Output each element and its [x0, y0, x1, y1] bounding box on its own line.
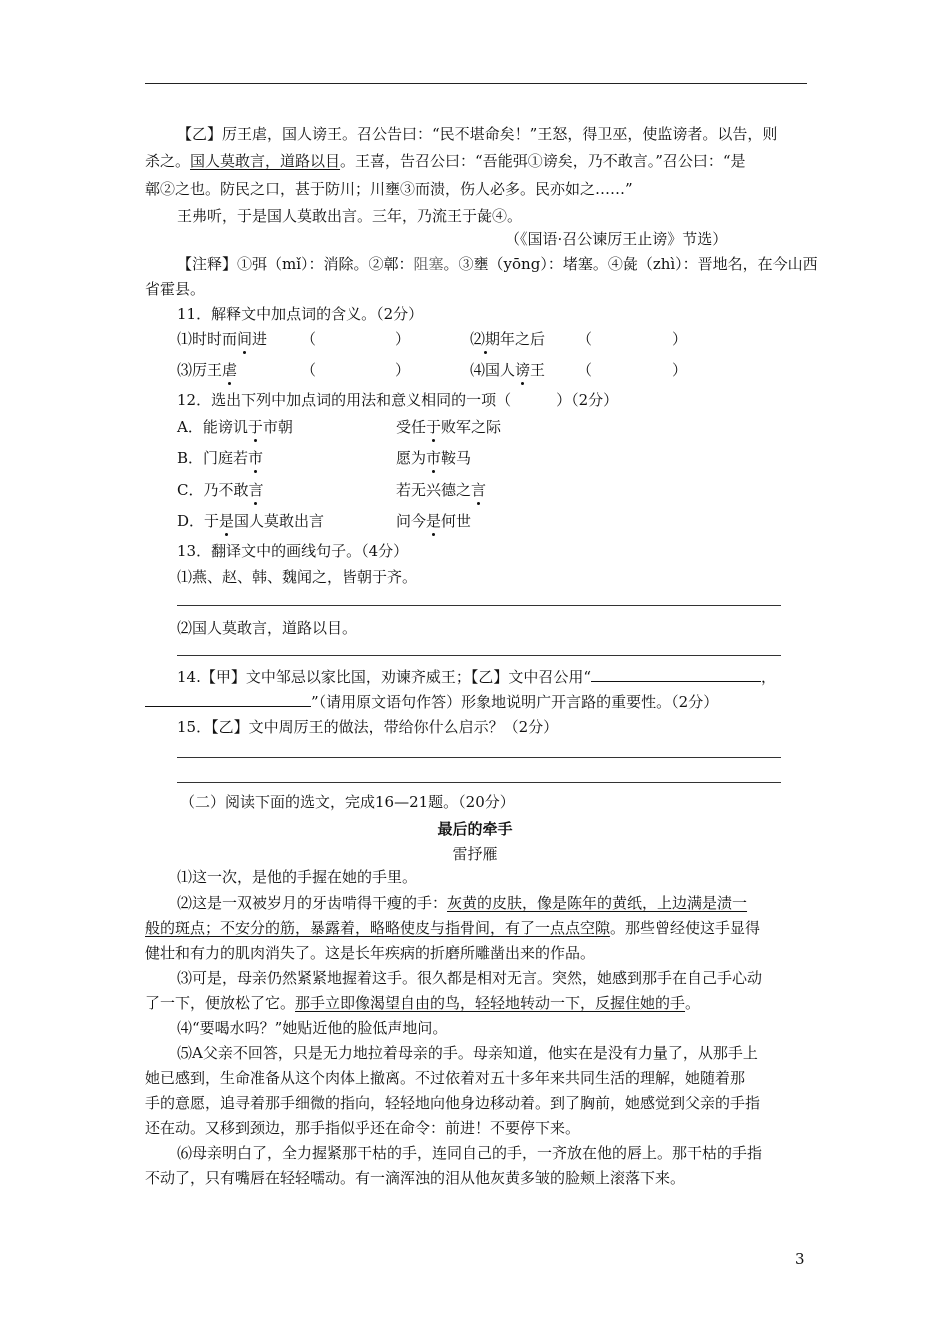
q11-item-2: ⑵期年之后: [470, 330, 546, 348]
q11-paren-close-3: ）: [395, 361, 411, 379]
q12-option-b-left: B．门庭若市: [177, 449, 264, 467]
paragraph-4: ⑷“要喝水吗？”她贴近他的脸低声地问。: [177, 1019, 448, 1037]
q13-answer-line-2[interactable]: [177, 655, 781, 656]
q14-line-1: 14.【甲】文中邹忌以家比国，劝谏齐威王；【乙】文中召公用“ ，: [177, 668, 777, 686]
q13-stem: 13．翻译文中的画线句子。（4分）: [177, 542, 409, 560]
q11-item-1: ⑴时时而间进: [177, 330, 268, 348]
q15-stem: 15．【乙】文中周厉王的做法，带给你什么启示？（2分）: [177, 718, 559, 736]
paragraph-3-line-1: ⑶可是，母亲仍然紧紧地握着这手。很久都是相对无言。突然，她感到那手在自己手心动: [177, 969, 763, 987]
q14-line-2: ”（请用原文语句作答）形象地说明广开言路的重要性。（2分）: [145, 692, 718, 712]
q11-paren-open-1: （: [301, 330, 317, 348]
q11-paren-close-4: ）: [672, 361, 688, 379]
paragraph-6-line-1: ⑹母亲明白了，全力握紧那干枯的手，连同自己的手，一齐放在他的唇上。那干枯的手指: [177, 1144, 763, 1162]
yi-line-3: 鄣②之也。防民之口，甚于防川；川壅③而溃，伤人必多。民亦如之……”: [145, 180, 633, 198]
paragraph-2-line-3: 健壮和有力的肌肉消失了。这是长年疾病的折磨所雕凿出来的作品。: [145, 944, 596, 962]
yi-line-2: 杀之。国人莫敢言，道路以目。王喜，告召公曰：“吾能弭①谤矣，乃不敢言。”召公曰：“是: [145, 152, 746, 170]
q13-sentence-1: ⑴燕、赵、韩、魏闻之，皆朝于齐。: [177, 568, 418, 586]
q11-stem: 11．解释文中加点词的含义。（2分）: [177, 305, 424, 323]
q12-option-c-left: C．乃不敢言: [177, 481, 264, 499]
q15-answer-line-2[interactable]: [177, 782, 781, 783]
yi-source: （《国语·召公谏厉王止谤》节选）: [505, 230, 728, 248]
q12-option-a-right: 受任于败军之际: [396, 418, 502, 436]
q12-option-b-right: 愿为市鞍马: [396, 449, 472, 467]
paragraph-5-line-2: 她已感到，生命准备从这个肉体上撤离。不过依着对五十多年来共同生活的理解，她随着那: [145, 1069, 746, 1087]
q12-option-d-left: D．于是国人莫敢出言: [177, 512, 325, 530]
page-number: 3: [795, 1250, 805, 1268]
q11-paren-close-2: ）: [672, 330, 688, 348]
q11-item-3: ⑶厉王虐: [177, 361, 238, 379]
yi-line-1: 【乙】厉王虐，国人谤王。召公告曰：“民不堪命矣！”王怒，得卫巫，使监谤者。以告，则: [177, 125, 778, 143]
underlined-sentence: 国人莫敢言，道路以目: [190, 152, 341, 170]
q11-paren-open-3: （: [301, 361, 317, 379]
q11-paren-open-2: （: [577, 330, 593, 348]
paragraph-2-line-2: 般的斑点；不安分的筋，暴露着，略略使皮与指骨间，有了一点点空隙。那些曾经使这手显得: [145, 919, 761, 937]
q12-option-d-right: 问今是何世: [396, 512, 472, 530]
paragraph-5-line-3: 手的意愿，追寻着那手细微的指向，轻轻地向他身边移动着。到了胸前，她感觉到父亲的手指: [145, 1094, 761, 1112]
q13-sentence-2: ⑵国人莫敢言，道路以目。: [177, 619, 358, 637]
q11-paren-open-4: （: [577, 361, 593, 379]
q11-item-4: ⑷国人谤王: [470, 361, 546, 379]
paragraph-2-line-1: ⑵这是一双被岁月的牙齿啃得干瘦的手：灰黄的皮肤，像是陈年的黄纸，上边满是渍一: [177, 894, 748, 912]
q14-blank-1[interactable]: [591, 667, 761, 682]
q12-option-c-right: 若无兴德之言: [396, 481, 487, 499]
header-rule: [145, 83, 807, 84]
paragraph-6-line-2: 不动了，只有嘴唇在轻轻嚅动。有一滴浑浊的泪从他灰黄多皱的脸颊上滚落下来。: [145, 1169, 686, 1187]
q11-paren-close-1: ）: [395, 330, 411, 348]
q12-stem: 12．选出下列中加点词的用法和意义相同的一项（ ）（2分）: [177, 391, 619, 409]
part2-intro: （二）阅读下面的选文，完成16—21题。（20分）: [180, 793, 515, 811]
q14-blank-2[interactable]: [145, 692, 311, 707]
q12-option-a-left: A．能谤讥于市朝: [177, 418, 293, 436]
paragraph-3-line-2: 了一下，便放松了它。那手立即像渴望自由的鸟，轻轻地转动一下，反握住她的手。: [145, 994, 701, 1012]
note-line-1: 【注释】①弭（mǐ）：消除。②鄣：阻塞。③壅（yōng）：堵塞。④彘（zhì）：晋地名，在今山西: [177, 255, 818, 273]
paragraph-1: ⑴这一次，是他的手握在她的手里。: [177, 868, 418, 886]
q13-answer-line-1[interactable]: [177, 605, 781, 606]
paragraph-5-line-1: ⑸A父亲不回答，只是无力地拉着母亲的手。母亲知道，他实在是没有力量了，从那手上: [177, 1044, 758, 1062]
q15-answer-line-1[interactable]: [177, 757, 781, 758]
article-title: 最后的牵手: [437, 820, 513, 838]
article-author: 雷抒雁: [452, 845, 498, 863]
paragraph-5-line-4: 还在动。又移到颈边，那手指似乎还在命令：前进！不要停下来。: [145, 1119, 581, 1137]
yi-line-4: 王弗听，于是国人莫敢出言。三年，乃流王于彘④。: [177, 207, 523, 225]
note-line-2: 省霍县。: [145, 280, 206, 298]
